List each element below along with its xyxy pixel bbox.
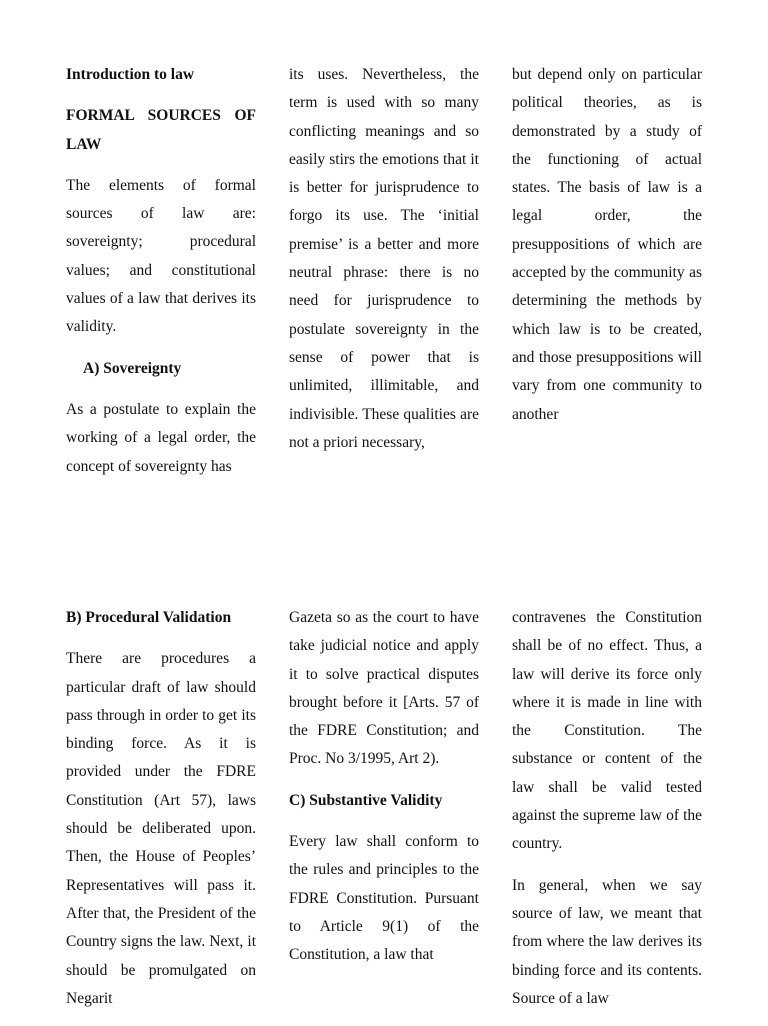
column-3-top bbox=[512, 61, 702, 442]
paragraph-intro: The elements of formal sources of law are: sovereignty; procedural values; and constitutional values of a law that derives its validity. bbox=[66, 176, 256, 336]
paragraph-procedural-part2: Gazeta so as the court to have take judicial notice and apply it to solve practical disputes brought before it [Arts. 57 of the FDRE Constitution; and Proc. No 3/1995, Art 2). bbox=[289, 609, 479, 768]
section-heading-formal-sources: FORMAL SOURCES OF LAW bbox=[66, 107, 256, 153]
paragraph-substantive-part1: Every law shall conform to the rules and principles to the FDRE Constitution. Pursuant to Article 9(1) of the Constitution, a law that bbox=[289, 833, 479, 964]
column-3-bottom bbox=[512, 604, 702, 1026]
paragraph-general: In general, when we say source of law, we meant that from where the law derives its binding force and its contents. Source of a law bbox=[512, 876, 702, 1007]
column-1-top bbox=[66, 61, 256, 494]
paragraph-sovereignty-part3: but depend only on particular political theories, as is demonstrated by a study of the functioning of actual states. The basis of law is a legal order, the presuppositions of which are accepted by the community as determining the methods by which law is to be created, and those presuppositions will vary from one community to another bbox=[512, 66, 702, 423]
paragraph-sovereignty-part2: its uses. Nevertheless, the term is used with so many conflicting meanings and so easily stirs the emotions that it is better for jurisprudence to forgo its use. The ‘initial premise’ is a better and more neutral phrase: there is no need for jurisprudence to postulate sovereignty in the sense of power that is unlimited, illimitable, and indivisible. These qualities are not a priori necessary, bbox=[289, 66, 479, 451]
paragraph-substantive-part2: contravenes the Constitution shall be of no effect. Thus, a law will derive its force only where it is made in line with the Constitution. The substance or content of the law shall be valid tested against the supreme law of the country. bbox=[512, 609, 702, 853]
subheading-substantive-validity: C) Substantive Validity bbox=[289, 791, 443, 809]
document-heading: Introduction to law bbox=[66, 66, 195, 83]
column-2-bottom bbox=[289, 604, 479, 983]
subheading-sovereignty: A) Sovereignty bbox=[83, 359, 182, 377]
subheading-procedural-validation: B) Procedural Validation bbox=[66, 609, 232, 626]
column-2-top bbox=[289, 61, 479, 470]
paragraph-procedural-part1: There are procedures a particular draft of law should pass through in order to get its binding force. As it is provided under the FDRE Constitution (Art 57), laws should be deliberated upon. Then, the House of Peoples’ Representatives will pass it. After that, the President of the Country signs the law. Next, it should be promulgated on Negarit bbox=[66, 650, 256, 1007]
paragraph-sovereignty-part1: As a postulate to explain the working of a legal order, the concept of sovereignty has bbox=[66, 400, 256, 475]
column-1-bottom bbox=[66, 604, 256, 1026]
